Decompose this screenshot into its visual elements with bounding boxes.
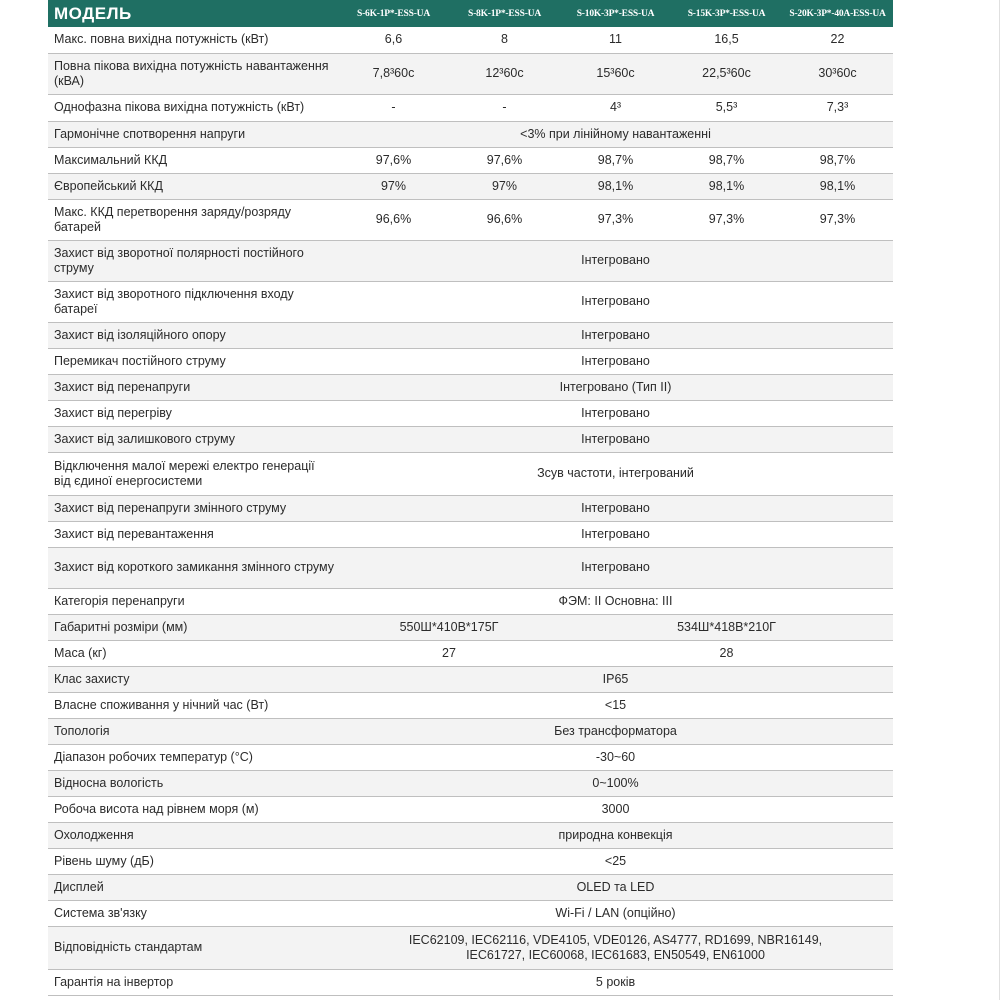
- cell-value-merged: Зсув частоти, інтегрований: [338, 452, 893, 495]
- cell-value-merged: 5 років: [338, 969, 893, 995]
- cell-value: 5,5³: [671, 94, 782, 121]
- cell-value: 97,6%: [449, 147, 560, 173]
- cell-value-merged: Інтегровано: [338, 348, 893, 374]
- cell-value: 97,3%: [560, 199, 671, 240]
- cell-value-merged: -30~60: [338, 744, 893, 770]
- row-label: Гармонічне спотворення напруги: [48, 121, 338, 147]
- table-row: [48, 614, 893, 640]
- cell-value-merged: 550Ш*410В*175Г: [338, 614, 560, 640]
- cell-value: 98,7%: [671, 147, 782, 173]
- cell-value-merged: <3% при лінійному навантаженні: [338, 121, 893, 147]
- cell-value: 7,8³60с: [338, 53, 449, 94]
- table-row: [48, 718, 893, 744]
- cell-value-merged: 28: [560, 640, 893, 666]
- table-row: [48, 173, 893, 199]
- cell-value: 11: [560, 27, 671, 53]
- cell-value-merged: Інтегровано: [338, 521, 893, 547]
- table-row: [48, 121, 893, 147]
- table-row: [48, 969, 893, 995]
- row-label: Захист від перенапруги: [48, 374, 338, 400]
- row-label: Максимальний ККД: [48, 147, 338, 173]
- row-label: Макс. повна вихідна потужність (кВт): [48, 27, 338, 53]
- cell-value-merged: ФЭМ: II Основна: III: [338, 588, 893, 614]
- table-row: [48, 796, 893, 822]
- table-row: [48, 926, 893, 969]
- table-row: [48, 640, 893, 666]
- table-row: [48, 94, 893, 121]
- header-row: [48, 0, 893, 27]
- table-row: [48, 374, 893, 400]
- cell-value: 12³60с: [449, 53, 560, 94]
- row-label: Макс. ККД перетворення заряду/розряду батарей: [48, 199, 338, 240]
- row-label: Система зв'язку: [48, 900, 338, 926]
- cell-value-merged: <15: [338, 692, 893, 718]
- cell-value-merged: Інтегровано: [338, 400, 893, 426]
- cell-value: 30³60с: [782, 53, 893, 94]
- cell-value-merged: 3000: [338, 796, 893, 822]
- cell-value-merged: <25: [338, 848, 893, 874]
- cell-value: 16,5: [671, 27, 782, 53]
- model-column-header: S-10K-3P*-ESS-UA: [576, 8, 655, 19]
- row-label: Охолодження: [48, 822, 338, 848]
- table-row: [48, 770, 893, 796]
- model-column-header: S-15K-3P*-ESS-UA: [687, 8, 766, 19]
- cell-value: -: [338, 94, 449, 121]
- cell-value-merged: IP65: [338, 666, 893, 692]
- cell-value: 96,6%: [449, 199, 560, 240]
- row-label: Захист від перенапруги змінного струму: [48, 495, 338, 521]
- row-label: Захист від перевантаження: [48, 521, 338, 547]
- table-row: [48, 822, 893, 848]
- cell-value-merged: Wi-Fi / LAN (опційно): [338, 900, 893, 926]
- row-label: Захист від ізоляційного опору: [48, 322, 338, 348]
- table-row: [48, 744, 893, 770]
- cell-value: 97%: [449, 173, 560, 199]
- table-row: [48, 322, 893, 348]
- row-label: Захист від залишкового струму: [48, 426, 338, 452]
- cell-value: 97,3%: [671, 199, 782, 240]
- row-label: Захист від зворотного підключення входу батареї: [48, 281, 338, 322]
- model-column-header: S-8K-1P*-ESS-UA: [467, 8, 541, 19]
- table-row: [48, 348, 893, 374]
- cell-value: 96,6%: [338, 199, 449, 240]
- row-label: Рівень шуму (дБ): [48, 848, 338, 874]
- table-row: [48, 400, 893, 426]
- table-row: [48, 547, 893, 588]
- cell-value: 8: [449, 27, 560, 53]
- row-label: Захист від зворотної полярності постійного струму: [48, 240, 338, 281]
- cell-value-merged: Інтегровано: [338, 240, 893, 281]
- cell-value-merged: природна конвекція: [338, 822, 893, 848]
- model-column-header: S-6K-1P*-ESS-UA: [356, 8, 430, 19]
- model-heading: МОДЕЛЬ: [54, 3, 132, 23]
- table-row: [48, 281, 893, 322]
- row-label: Відносна вологість: [48, 770, 338, 796]
- cell-value-merged: 27: [338, 640, 560, 666]
- row-label: Захист від короткого замикання змінного струму: [48, 547, 338, 588]
- table-row: [48, 900, 893, 926]
- row-label: Однофазна пікова вихідна потужність (кВт): [48, 94, 338, 121]
- cell-value: 98,7%: [782, 147, 893, 173]
- cell-value-merged: Без трансформатора: [338, 718, 893, 744]
- cell-value-merged: Інтегровано: [338, 547, 893, 588]
- row-label: Топологія: [48, 718, 338, 744]
- table-row: [48, 692, 893, 718]
- cell-value-merged: OLED та LED: [338, 874, 893, 900]
- model-column-header: S-20K-3P*-40A-ESS-UA: [789, 8, 886, 19]
- cell-value: 98,7%: [560, 147, 671, 173]
- row-label: Перемикач постійного струму: [48, 348, 338, 374]
- row-label: Маса (кг): [48, 640, 338, 666]
- table-row: [48, 147, 893, 173]
- cell-value: 22: [782, 27, 893, 53]
- cell-value: 98,1%: [560, 173, 671, 199]
- cell-value: 6,6: [338, 27, 449, 53]
- cell-value-merged: Інтегровано: [338, 495, 893, 521]
- table-row: [48, 495, 893, 521]
- cell-value: 98,1%: [671, 173, 782, 199]
- row-label: Гарантія на інвертор: [48, 969, 338, 995]
- row-label: Власне споживання у нічний час (Вт): [48, 692, 338, 718]
- row-label: Повна пікова вихідна потужність навантаження (кВА): [48, 53, 338, 94]
- cell-value: 22,5³60с: [671, 53, 782, 94]
- table-row: [48, 199, 893, 240]
- cell-value-merged: 0~100%: [338, 770, 893, 796]
- cell-value-merged: Інтегровано: [338, 426, 893, 452]
- cell-value-merged: 534Ш*418В*210Г: [560, 614, 893, 640]
- row-label: Європейський ККД: [48, 173, 338, 199]
- row-label: Категорія перенапруги: [48, 588, 338, 614]
- cell-value: 98,1%: [782, 173, 893, 199]
- table-row: [48, 452, 893, 495]
- table-row: [48, 240, 893, 281]
- table-row: [48, 666, 893, 692]
- spec-table: [48, 0, 893, 996]
- row-label: Дисплей: [48, 874, 338, 900]
- cell-value: 97%: [338, 173, 449, 199]
- row-label: Габаритні розміри (мм): [48, 614, 338, 640]
- table-row: [48, 588, 893, 614]
- cell-value: 15³60с: [560, 53, 671, 94]
- cell-value: 4³: [560, 94, 671, 121]
- cell-value: 97,3%: [782, 199, 893, 240]
- cell-value-merged: Інтегровано: [338, 322, 893, 348]
- table-row: [48, 27, 893, 53]
- table-row: [48, 874, 893, 900]
- table-row: [48, 53, 893, 94]
- row-label: Робоча висота над рівнем моря (м): [48, 796, 338, 822]
- cell-value: 7,3³: [782, 94, 893, 121]
- row-label: Відключення малої мережі електро генерації від єдиної енергосистеми: [48, 452, 338, 495]
- cell-value-merged: Інтегровано (Тип II): [338, 374, 893, 400]
- spec-table-container: [48, 0, 893, 996]
- row-label: Клас захисту: [48, 666, 338, 692]
- cell-value-merged: Інтегровано: [338, 281, 893, 322]
- row-label: Відповідність стандартам: [48, 926, 338, 969]
- cell-value: 97,6%: [338, 147, 449, 173]
- row-label: Захист від перегріву: [48, 400, 338, 426]
- table-row: [48, 848, 893, 874]
- table-row: [48, 521, 893, 547]
- cell-value-merged: IEC62109, IEC62116, VDE4105, VDE0126, AS4777, RD1699, NBR16149, IEC61727, IEC60068, IEC61683, EN50549, EN61000: [338, 926, 893, 969]
- table-row: [48, 426, 893, 452]
- cell-value: -: [449, 94, 560, 121]
- row-label: Діапазон робочих температур (°C): [48, 744, 338, 770]
